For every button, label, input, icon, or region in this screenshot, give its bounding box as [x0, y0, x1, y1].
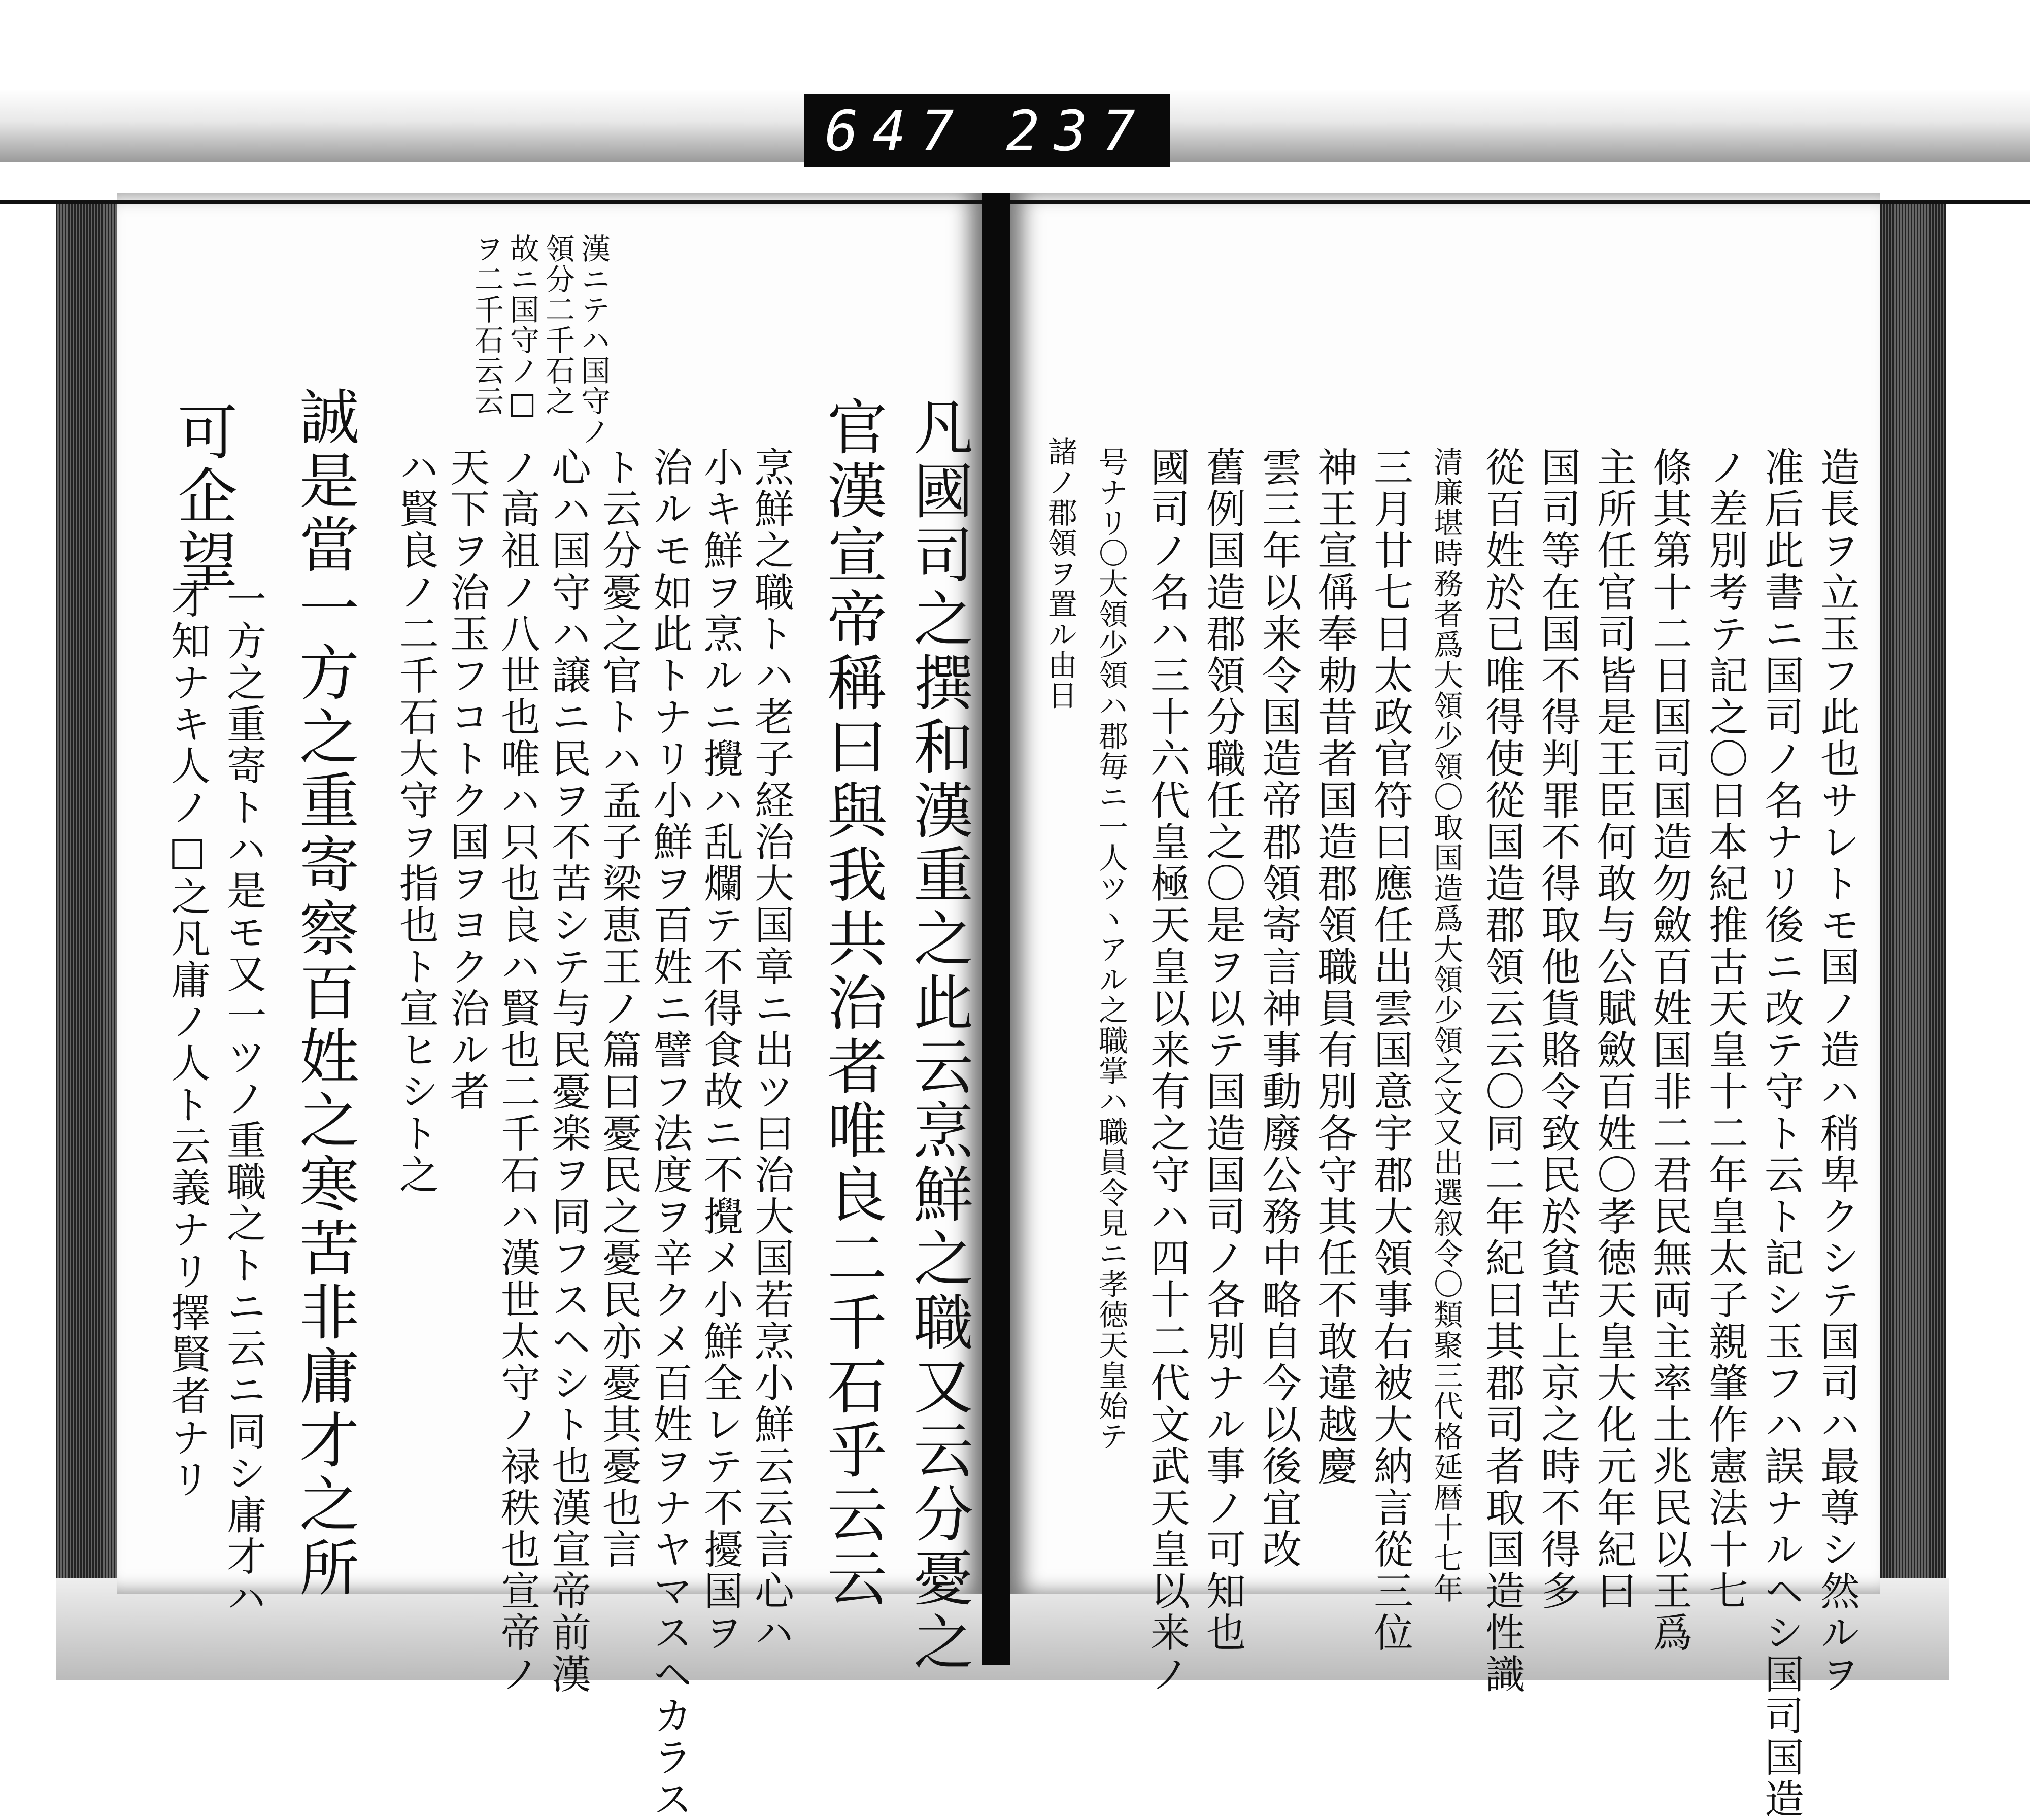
right-col-1: 造長ヲ立玉フ此也サレトモ国ノ造ハ稍卑クシテ国司ハ最尊シ然ルヲ: [1814, 447, 1859, 1695]
left-gloss-col-10: 才知ナキ人ノ□之凡庸ノ人ト云義ナリ擇賢者ナリ: [164, 579, 210, 1500]
right-col-3: ノ差別考テ記之〇日本紀推古天皇十二年皇太子親肇作憲法十七: [1702, 447, 1748, 1612]
right-col-14: 号ナリ〇大領少領ハ郡毎ニ一人ツヽアル之職掌ハ職員令見ニ孝徳天皇始テ: [1094, 447, 1128, 1452]
right-col-11: 雲三年以来令国造帝郡領寄言神事動廢公務中略自今以後宜改: [1256, 447, 1301, 1570]
book-gutter: [982, 193, 1010, 1665]
right-col-10: 神王宣偁奉勅昔者国造郡領職員有別各守其任不敢違越慶: [1311, 447, 1357, 1487]
left-gloss-col-1: 烹鮮之職トハ老子経治大国章ニ出ツ曰治大国若烹小鮮云云言心ハ: [748, 447, 794, 1654]
microfilm-label: [804, 94, 1170, 167]
marginal-note-4: ヲ二千石云云: [469, 233, 504, 416]
scan-rule: [0, 200, 2030, 204]
left-gloss-col-7: 天下ヲ治玉フコトク国ヲヨク治ル者: [444, 447, 489, 1113]
left-main-col-3: 誠是當一方之重寄察百姓之寒苦非庸才之所: [289, 386, 359, 1601]
right-col-2: 准后此書ニ国司ノ名ナリ後ニ改テ守ト云ト記シ玉フハ誤ナルヘシ国司国造: [1758, 447, 1804, 1820]
left-main-col-1: 凡國司之撰和漢重之此云烹鮮之職又云分憂之: [903, 396, 973, 1675]
label-right: 237: [1006, 98, 1149, 163]
marginal-note-2: 領分二千石之: [540, 233, 575, 416]
left-gloss-col-5: 心ハ国守ハ譲ニ民ヲ不苦シテ与民憂楽ヲ同フスヘシト也漢宣帝前漢: [545, 447, 591, 1695]
marginal-note-1: 漢ニテハ国守ノ: [576, 233, 611, 447]
left-gloss-col-9: 一方之重寄トハ是モ又一ツノ重職之トニ云ニ同シ庸才ハ: [220, 579, 266, 1619]
left-gloss-col-8: ハ賢良ノ二千石大守ヲ指也ト宣ヒシト之: [393, 447, 438, 1196]
left-page-edges: [56, 203, 117, 1649]
left-gloss-col-4: ト云分憂之官トハ孟子梁恵王ノ篇曰憂民之憂民亦憂其憂也言: [596, 447, 641, 1570]
right-col-9: 三月廿七日太政官符曰應任出雲国意宇郡大領事右被大納言從三位: [1367, 447, 1413, 1654]
right-page-edges: [1880, 203, 1946, 1649]
label-left: 647: [825, 98, 968, 163]
right-col-6: 国司等在国不得判罪不得取他貨賂令致民於貧苦上京之時不得多: [1535, 447, 1580, 1612]
left-gloss-col-3: 治ルモ如此トナリ小鮮ヲ百姓ニ譬フ法度ヲ辛クメ百姓ヲナヤマスヘカラス: [647, 447, 692, 1820]
right-col-13: 國司ノ名ハ三十六代皇極天皇以来有之守ハ四十二代文武天皇以来ノ: [1144, 447, 1190, 1695]
marginal-note-3: 故ニ国守ノ□: [505, 233, 539, 421]
right-col-7: 從百姓於已唯得使從国造郡領云云〇同二年紀曰其郡司者取国造性識: [1479, 447, 1525, 1695]
right-col-5: 主所任官司皆是王臣何敢与公賦斂百姓〇孝徳天皇大化元年紀曰: [1591, 447, 1636, 1612]
left-main-col-4: 可企望: [167, 401, 238, 593]
left-gloss-col-6: ノ高祖ノ八世也唯ハ只也良ハ賢也二千石ハ漢世太守ノ禄秩也宣帝ノ: [494, 447, 540, 1695]
right-col-12: 舊例国造郡領分職任之〇是ヲ以テ国造国司ノ各別ナル事ノ可知也: [1200, 447, 1245, 1654]
left-gloss-col-2: 小キ鮮ヲ烹ルニ攪ハ乱爛テ不得食故ニ不攪メ小鮮全レテ不擾国ヲ: [697, 447, 743, 1654]
right-col-8: 清廉堪時務者爲大領少領〇取国造爲大領少領之文又出選叙令〇類聚三代格延暦十七年: [1429, 447, 1463, 1604]
right-col-15: 諸ノ郡領ヲ置ル由日: [1043, 436, 1077, 711]
left-main-col-2: 官漢宣帝稱曰與我共治者唯良二千石乎云云: [817, 396, 887, 1611]
right-col-4: 條其第十二日国司国造勿斂百姓国非二君民無両主率土兆民以王爲: [1646, 447, 1692, 1654]
